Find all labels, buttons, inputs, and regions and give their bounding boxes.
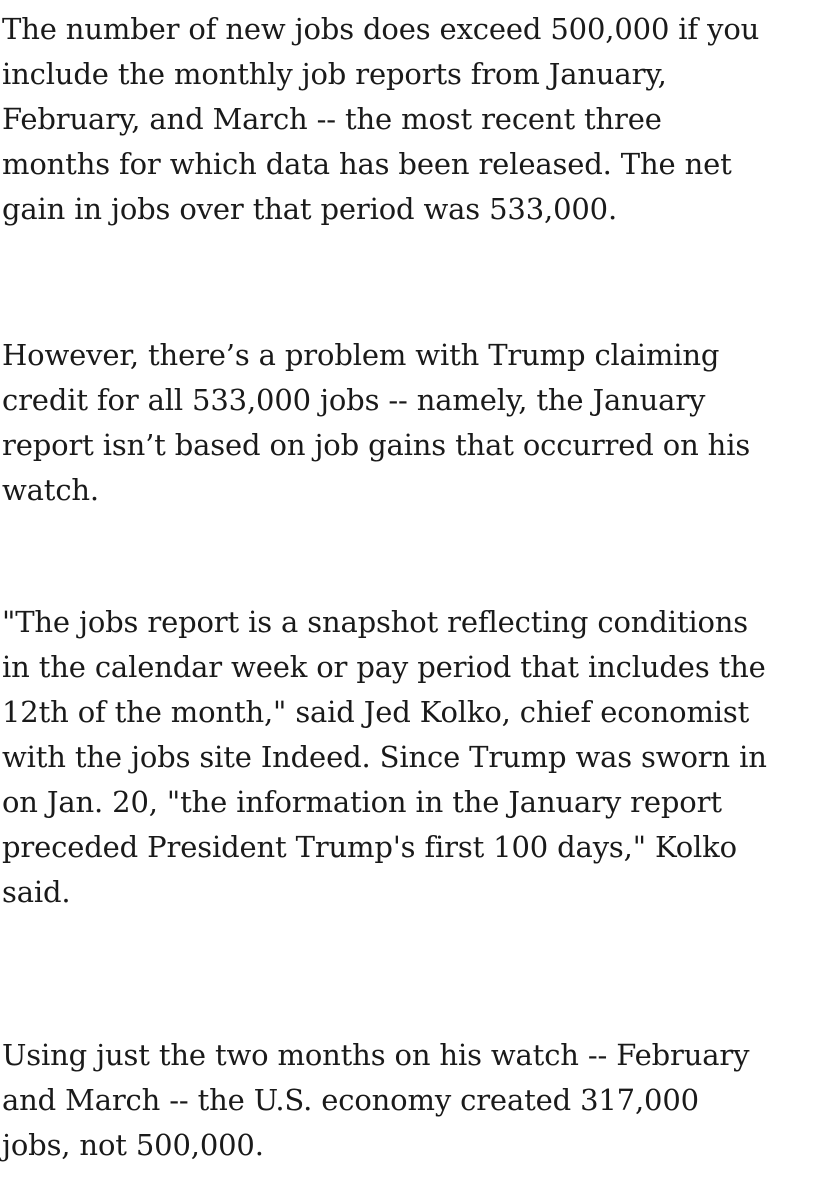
- text-line: on Jan. 20, "the information in the January report: [2, 785, 722, 819]
- text-line: The number of new jobs does exceed 500,000 if you: [2, 12, 760, 46]
- text-line: jobs, not 500,000.: [2, 1128, 264, 1162]
- text-line: gain in jobs over that period was 533,000.: [2, 192, 618, 226]
- text-line: Using just the two months on his watch -- February: [2, 1038, 750, 1072]
- text-line: watch.: [2, 473, 100, 507]
- paragraph-problem: [2, 333, 750, 513]
- text-line: and March -- the U.S. economy created 317,000: [2, 1083, 699, 1117]
- text-line: include the monthly job reports from January,: [2, 57, 667, 91]
- text-line: February, and March -- the most recent three: [2, 102, 662, 136]
- text-line: credit for all 533,000 jobs -- namely, the January: [2, 383, 706, 417]
- text-line: months for which data has been released. The net: [2, 147, 732, 181]
- text-line: 12th of the month," said Jed Kolko, chief economist: [2, 695, 750, 729]
- text-line: However, there’s a problem with Trump claiming: [2, 338, 720, 372]
- text-line: "The jobs report is a snapshot reflecting conditions: [2, 605, 749, 639]
- paragraph-kolko-quote: [2, 600, 767, 915]
- text-line: preceded President Trump's first 100 days," Kolko: [2, 830, 737, 864]
- text-line: in the calendar week or pay period that includes the: [2, 650, 766, 684]
- text-line: said.: [2, 875, 71, 909]
- text-line: with the jobs site Indeed. Since Trump was sworn in: [2, 740, 767, 774]
- paragraph-new-jobs: [2, 7, 759, 232]
- text-line: report isn’t based on job gains that occurred on his: [2, 428, 751, 462]
- paragraph-two-months: [2, 1033, 749, 1168]
